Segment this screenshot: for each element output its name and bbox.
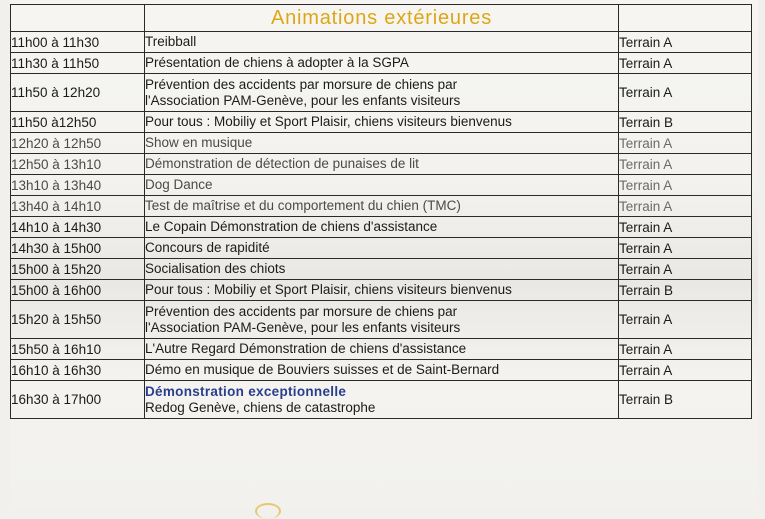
activity-line: Prévention des accidents par morsure de chiens par [145,303,458,319]
location-cell: Terrain A [619,154,752,175]
location-cell: Terrain A [619,133,752,154]
decorative-arc [255,503,281,519]
location-cell: Terrain B [619,381,752,419]
activity-line: Redog Genève, chiens de catastrophe [145,399,376,415]
activity-cell: Présentation de chiens à adopter à la SGPA [145,53,619,74]
header-location-cell [619,5,752,32]
table-row [11,381,752,419]
activity-cell: L'Autre Regard Démonstration de chiens d'assistance [145,339,619,360]
time-cell: 11h50 à 12h20 [11,74,145,112]
activity-cell [145,381,619,419]
table-row [11,175,752,196]
time-cell: 13h10 à 13h40 [11,175,145,196]
time-cell: 13h40 à 14h10 [11,196,145,217]
location-cell: Terrain A [619,360,752,381]
time-cell: 16h10 à 16h30 [11,360,145,381]
location-cell: Terrain A [619,217,752,238]
time-cell: 14h10 à 14h30 [11,217,145,238]
time-cell: 11h00 à 11h30 [11,32,145,53]
location-cell: Terrain A [619,259,752,280]
table-row [11,112,752,133]
activity-cell [145,74,619,112]
location-cell: Terrain A [619,301,752,339]
table-title: Animations extérieures [145,5,619,32]
time-cell: 12h20 à 12h50 [11,133,145,154]
table-row [11,301,752,339]
location-cell: Terrain A [619,32,752,53]
activity-line: l'Association PAM-Genève, pour les enfants visiteurs [145,319,461,335]
schedule-table [10,4,752,419]
highlight-label: Démonstration exceptionnelle [145,383,347,399]
location-cell: Terrain A [619,74,752,112]
location-cell: Terrain A [619,53,752,74]
table-row [11,133,752,154]
activity-cell: Test de maîtrise et du comportement du chien (TMC) [145,196,619,217]
table-row [11,360,752,381]
table-row [11,217,752,238]
activity-cell: Démo en musique de Bouviers suisses et de Saint-Bernard [145,360,619,381]
location-cell: Terrain B [619,280,752,301]
activity-cell: Treibball [145,32,619,53]
table-row [11,339,752,360]
time-cell: 16h30 à 17h00 [11,381,145,419]
activity-cell: Pour tous : Mobiliy et Sport Plaisir, chiens visiteurs bienvenus [145,112,619,133]
activity-line: l'Association PAM-Genève, pour les enfants visiteurs [145,92,461,108]
table-row [11,74,752,112]
table-row [11,280,752,301]
table-row [11,154,752,175]
table-row [11,32,752,53]
activity-cell: Le Copain Démonstration de chiens d'assistance [145,217,619,238]
location-cell: Terrain A [619,238,752,259]
activity-cell: Démonstration de détection de punaises de lit [145,154,619,175]
table-row [11,53,752,74]
activity-cell: Dog Dance [145,175,619,196]
activity-line: Prévention des accidents par morsure de chiens par [145,76,458,92]
location-cell: Terrain A [619,339,752,360]
activity-cell [145,301,619,339]
time-cell: 15h00 à 15h20 [11,259,145,280]
time-cell: 11h30 à 11h50 [11,53,145,74]
header-time-cell [11,5,145,32]
time-cell: 15h00 à 16h00 [11,280,145,301]
time-cell: 11h50 à12h50 [11,112,145,133]
location-cell: Terrain A [619,196,752,217]
time-cell: 14h30 à 15h00 [11,238,145,259]
table-header-row [11,5,752,32]
table-row [11,259,752,280]
location-cell: Terrain A [619,175,752,196]
table-row [11,196,752,217]
activity-cell: Show en musique [145,133,619,154]
time-cell: 12h50 à 13h10 [11,154,145,175]
activity-cell: Pour tous : Mobiliy et Sport Plaisir, chiens visiteurs bienvenus [145,280,619,301]
table-row [11,238,752,259]
time-cell: 15h50 à 16h10 [11,339,145,360]
activity-cell: Socialisation des chiots [145,259,619,280]
activity-cell: Concours de rapidité [145,238,619,259]
location-cell: Terrain B [619,112,752,133]
time-cell: 15h20 à 15h50 [11,301,145,339]
